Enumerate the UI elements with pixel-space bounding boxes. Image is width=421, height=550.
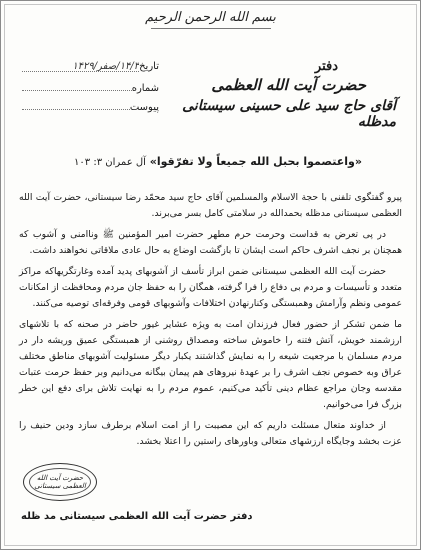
quran-verse [61,155,375,168]
letterhead [166,59,396,130]
paragraph-4: ما ضمن تشکر از حضور فعال فرزندان امت به ویژه عشایر غیور حاضر در صحنه که با تلاشهای ارزشمند خویش، آتش فتنه را خاموش ساخته ومصداق روشنی از همبستگی عمیق وریشه دار در مردم مسلمان با مرجعیت شیعه را به نمایش گذاشتند یکبار دیگر مسئولیت آشوبهای مناطق مختلف عراق وبه خصوص نجف اشرف را بر عهدهٔ نیروهای هم پیمان بیگانه می‌دانیم وبر حفظ حرمت عتبات مقدسه وجان مراجع عظام دینی تأکید می‌کنیم، عموم مردم را به نهایت تلاش برای دفع این خطر بزرگ فرا می‌خوانیم. [19,319,402,410]
official-seal [23,463,97,501]
number-value [22,80,132,91]
paragraph-2: در پی تعرض به قداست وحرمت حرم مطهر حضرت امیر المؤمنین ﷺ وناامنی و آشوب که همچنان بر نجف اشرف حاکم است ایشان تا بازگشت اوضاع به حال عادی ملاقاتی نخواهند داشت. [19,229,402,256]
basmala: بسم الله الرحمن الرحيم [145,10,276,25]
attachment-row [19,99,159,118]
basmala-underline [151,28,271,29]
verse-reference: آل عمران ۳: ۱۰۳ [74,157,146,168]
letterhead-name: آقای حاج سید علی حسینی سیستانی مدظله [182,98,396,130]
footer-signature: دفتر حضرت آیت الله العظمی سیستانی مد ظله [21,511,253,522]
date-label: تاریخ [139,61,159,72]
verse-text: «واعتصموا بحبل الله جمیعاً ولا تفرّقوا» [149,155,362,168]
seal-text: حضرت آیت الله العظمی سیستانی [29,468,91,496]
number-label: شماره [131,83,159,94]
letter-meta [19,61,159,118]
date-value: ۱۴/۳/صفر/۱۴۲۹ [22,61,139,72]
paragraph-1: پیرو گفتگوی تلفنی با حجة الاسلام والمسلمین آقای حاج سید محمّد رضا سیستانی، حضرت آیت الله العظمی سیستانی مدظله بحمدالله در سلامتی کامل بسر می‌برند. [19,192,402,219]
letter-body [19,190,402,455]
paragraph-3: حضرت آیت الله العظمی سیستانی ضمن ابراز تأسف از آشوبهای پدید آمده وغارتگریهاکه مراکز متعدد و تأسیسات و مردم بی دفاع را فرا گرفته، همگان را به حفظ جان مردم ومحافظت از امکانات عمومی ونظم وآرامش وهمبستگی وکنارنهادن اختلافات وآشوبهای قومی وفرقه‌ای توصیه می‌کنند. [19,266,402,309]
date-row [19,61,159,80]
letterhead-office: دفتر [314,59,338,74]
attachment-label: پیوست [129,102,159,113]
attachment-value [22,99,130,110]
number-row [19,80,159,99]
paragraph-5: از خداوند متعال مسئلت داریم که این مصیبت را از امت اسلام برطرف سازد ودین حنیف را عزت بخشد وجایگاه ارزشهای متعالی وباورهای راستین را اعتلا بخشد. [19,420,402,447]
letterhead-title: حضرت آیت الله العظمی [211,76,366,94]
